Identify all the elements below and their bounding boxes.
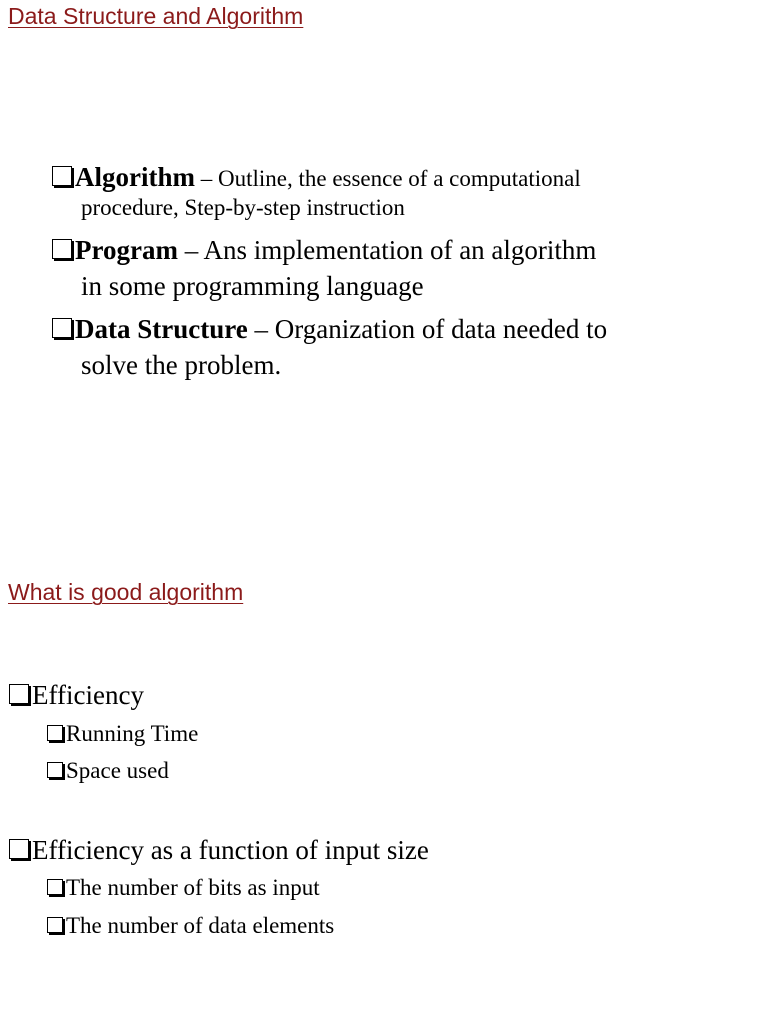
section-heading-good-algorithm: What is good algorithm	[8, 579, 244, 605]
definition-term: Program	[75, 235, 178, 265]
criteria-label: Efficiency	[32, 680, 144, 710]
section-heading-data-structure: Data Structure and Algorithm	[8, 3, 304, 29]
definition-separator: –	[194, 166, 218, 191]
criteria-subitem	[47, 912, 334, 940]
criteria-item-efficiency	[9, 678, 144, 712]
checkbox-bullet-icon	[52, 318, 72, 338]
definition-item-program	[52, 233, 596, 267]
definition-item-algorithm	[52, 160, 581, 194]
definition-continuation: solve the problem.	[81, 350, 282, 380]
checkbox-bullet-icon	[47, 879, 63, 895]
criteria-subitem	[47, 874, 320, 902]
definition-description: Ans implementation of an algorithm	[203, 235, 597, 265]
criteria-item-efficiency-input-size	[9, 833, 429, 867]
checkbox-bullet-icon	[52, 166, 72, 186]
definition-continuation: in some programming language	[81, 271, 424, 301]
definition-item-data-structure	[52, 312, 607, 346]
definition-separator: –	[247, 314, 275, 344]
definition-separator: –	[177, 235, 204, 265]
criteria-subitem	[47, 757, 169, 785]
criteria-subitem-label: The number of data elements	[66, 913, 335, 938]
criteria-subitem-label: The number of bits as input	[66, 875, 320, 900]
checkbox-bullet-icon	[9, 839, 29, 859]
definition-continuation: procedure, Step-by-step instruction	[81, 195, 405, 220]
criteria-subitem-label: Space used	[66, 758, 169, 783]
checkbox-bullet-icon	[9, 684, 29, 704]
definition-description: Organization of data needed to	[274, 314, 608, 344]
checkbox-bullet-icon	[47, 917, 63, 933]
definition-term: Data Structure	[75, 314, 248, 344]
criteria-subitem-label: Running Time	[66, 721, 199, 746]
checkbox-bullet-icon	[47, 725, 63, 741]
checkbox-bullet-icon	[52, 239, 72, 259]
definition-description: Outline, the essence of a computational	[217, 166, 581, 191]
definition-term: Algorithm	[75, 162, 195, 192]
criteria-label: Efficiency as a function of input size	[32, 835, 429, 865]
checkbox-bullet-icon	[47, 762, 63, 778]
criteria-subitem	[47, 720, 198, 748]
